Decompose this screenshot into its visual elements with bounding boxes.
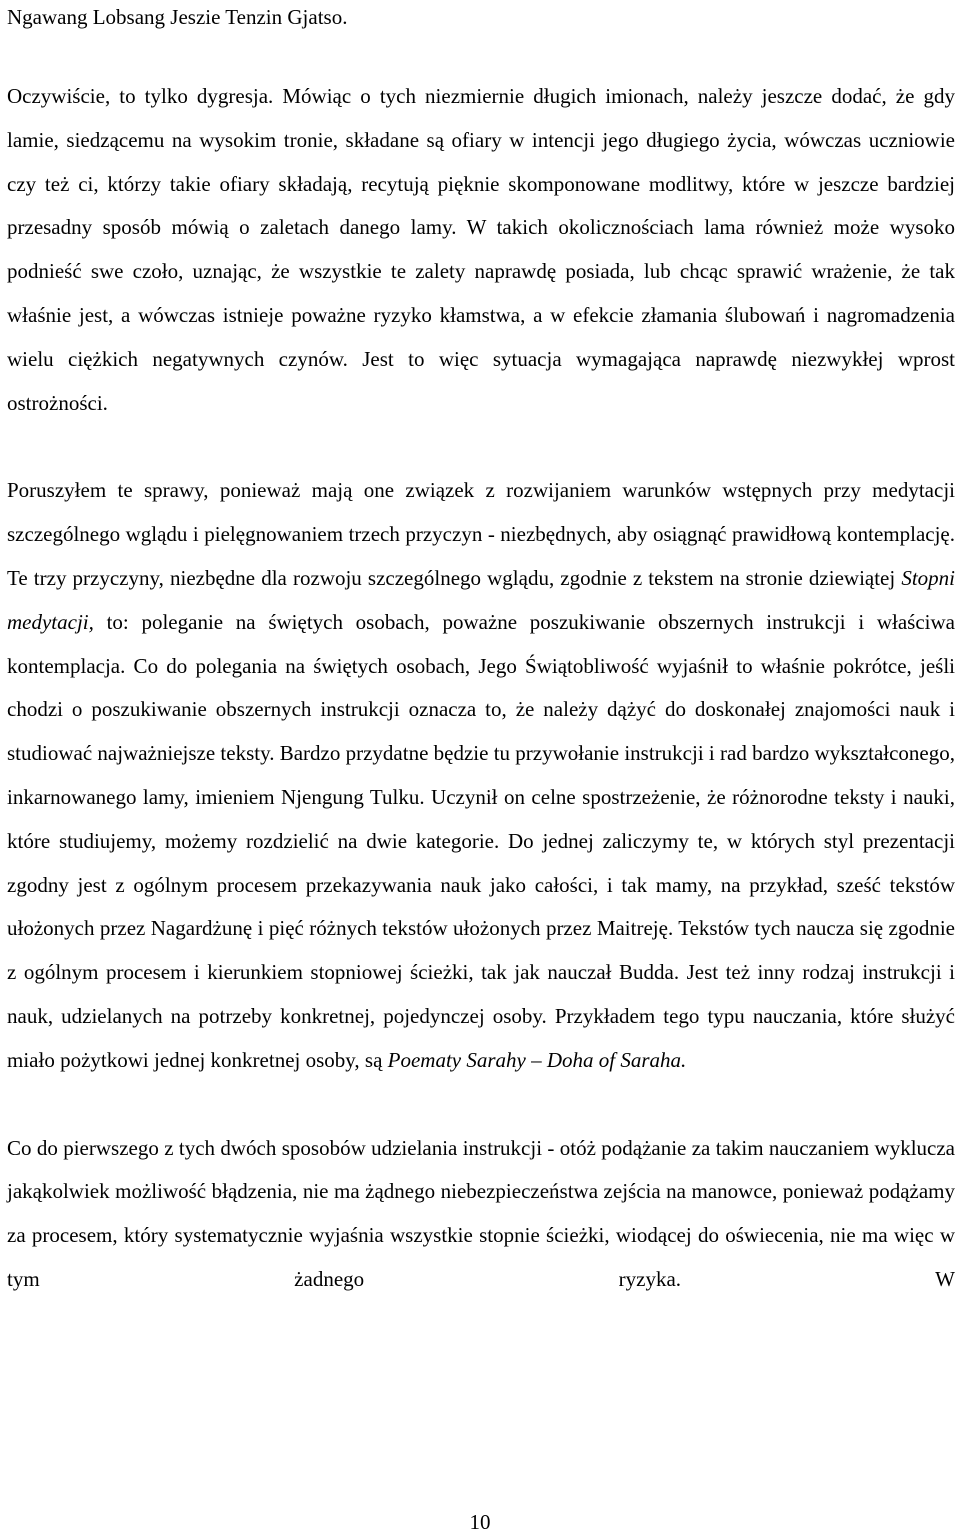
book-title-poematy-sarahy: Poematy Sarahy – Doha of Saraha. xyxy=(387,1047,687,1072)
opening-line: Ngawang Lobsang Jeszie Tenzin Gjatso. xyxy=(7,5,348,29)
paragraph-1: Oczywiście, to tylko dygresja. Mówiąc o tych niezmiernie długich imionach, należy jeszcze dodać, że gdy lamie, siedzącemu na wysokim tronie, składane są ofiary w intencji jego długiego życia, wówczas uczniowie czy też ci, którzy takie ofiary składają, recytują pięknie skomponowane modlitwy, które w jeszcze bardziej przesadny sposób mówią o zaletach danego lamy. W takich okolicznościach lama również może wysoko podnieść swe czoło, uznając, że wszystkie te zalety naprawdę posiada, lub chcąc sprawić wrażenie, że tak właśnie jest, a wówczas istnieje poważne ryzyko kłamstwa, a w efekcie złamania ślubowań i nagromadzenia wielu ciężkich negatywnych czynów. Jest to więc sytuacja wymagająca naprawdę niezwykłej wprost ostrożności. xyxy=(7,84,955,415)
paragraph-3: Co do pierwszego z tych dwóch sposobów udzielania instrukcji - otóż podążanie za takim nauczaniem wyklucza jakąkolwiek możliwość błądzenia, nie ma żądnego niebezpieczeństwa zejścia na manowce, ponieważ podążamy za procesem, który systematycznie wyjaśnia wszystkie stopnie ścieżki, wiodącej do oświecenia, nie ma więc w tym żadnego ryzyka. W xyxy=(7,1135,955,1291)
book-title-stopni-medytacji: Stopni medytacji, xyxy=(7,565,955,634)
paragraph-2-text-a: Poruszyłem te sprawy, ponieważ mają one związek z rozwijaniem warunków wstępnych przy medytacji szczególnego wglądu i pielęgnowaniem trzech przyczyn - niezbędnych, aby osiągnąć prawidłową kontemplację. Te trzy przyczyny, niezbędne dla rozwoju szczególnego wglądu, zgodnie z tekstem na stronie dziewiątej xyxy=(7,478,955,590)
document-page xyxy=(7,0,955,1302)
paragraph-2-text-b: to: poleganie na świętych osobach, poważne poszukiwanie obszernych instrukcji i właściwa kontemplacja. Co do polegania na świętych osobach, Jego Świątobliwość wyjaśnił to właśnie pokrótce, jeśli chodzi o poszukiwanie obszernych instrukcji oznacza to, że należy dążyć do doskonałej znajomości nauk i studiować najważniejsze teksty. Bardzo przydatne będzie tu przywołanie instrukcji i rad bardzo wykształconego, inkarnowanego lamy, imieniem Njengung Tulku. Uczynił on celne spostrzeżenie, że różnorodne teksty i nauki, które studiujemy, możemy rozdzielić na dwie kategorie. Do jednej zaliczymy te, w których styl prezentacji zgodny jest z ogólnym procesem przekazywania nauk jako całości, i tak mamy, na przykład, sześć tekstów ułożonych przez Nagardżunę i pięć różnych tekstów ułożonych przez Maitreję. Tekstów tych naucza się zgodnie z ogólnym procesem i kierunkiem stopniowej ścieżki, tak jak nauczał Budda. Jest też inny rodzaj instrukcji i nauk, udzielanych na potrzeby konkretnej, pojedynczej osoby. Przykładem tego typu nauczania, które służyć miało pożytkowi jednej konkretnej osoby, są xyxy=(7,609,955,1072)
page-number: 10 xyxy=(469,1510,491,1534)
paragraph-2 xyxy=(7,469,955,1082)
